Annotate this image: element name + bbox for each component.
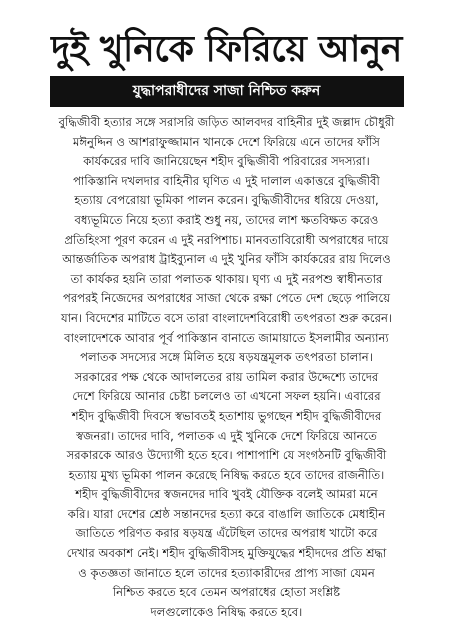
body-line: বুদ্ধিজীবী হত্যার সঙ্গে সরাসরি জড়িত আলবদর বাহিনীর দুই জল্লাদ চৌধুরী — [58, 115, 395, 129]
body-line: যান। বিদেশের মাটিতে বসে তারা বাংলাদেশবিরোধী তৎপরতা শুরু করেন। — [60, 310, 393, 325]
body-line: হত্যায় বেপরোয়া ভূমিকা পালন করেন। বুদ্ধিজীবীদের ধরিয়ে দেওয়া, — [74, 193, 379, 208]
body-line: পাকিস্তানি দখলদার বাহিনীর ঘৃণিত এ দুই দালাল একাত্তরে বুদ্ধিজীবী — [73, 173, 380, 188]
body-line: বধ্যভূমিতে নিয়ে হত্যা করাই শুধু নয়, তাদের লাশ ক্ষতবিক্ষত করেও — [74, 212, 379, 227]
body-line: পলাতক সদস্যের সঙ্গে মিলিত হয়ে ষড়যন্ত্রমূলক তৎপরতা চালান। — [80, 350, 373, 365]
body-line: প্রতিহিংসা পূরণ করেন এ দুই নরপিশাচ। মানবতাবিরোধী অপরাধের দায়ে — [64, 232, 389, 247]
body-line: দেখার অবকাশ নেই। শহীদ বুদ্ধিজীবীসহ মুক্তিযুদ্ধের শহীদদের প্রতি শ্রদ্ধা — [66, 546, 387, 561]
body-line: দেশে ফিরিয়ে আনার চেষ্টা চললেও তা এখনো সফল হয়নি। এবারের — [72, 389, 381, 404]
body-line: স্বজনরা। তাদের দাবি, পলাতক এ দুই খুনিকে দেশে ফিরিয়ে আনতে — [76, 428, 377, 443]
body-line: পরপরই নিজেদের অপরাধের সাজা থেকে রক্ষা পেতে দেশ ছেড়ে পালিয়ে — [62, 291, 391, 306]
editorial-body — [10, 113, 443, 622]
body-line: সরকারের পক্ষ থেকে আদালতের রায় তামিল করার উদ্দেশ্যে তাদের — [74, 369, 379, 384]
body-line: তা কার্যকর হয়নি তারা পলাতক থাকায়। ঘৃণ্য এ দুই নরপশু স্বাধীনতার — [70, 271, 383, 286]
body-line: আন্তর্জাতিক অপরাধ ট্রাইব্যুনাল এ দুই খুনির ফাঁসি কার্যকরের রায় দিলেও — [62, 252, 391, 267]
body-line: শহীদ বুদ্ধিজীবীদের স্বজনদের দাবি খুবই যৌক্তিক বলেই আমরা মনে — [75, 487, 378, 502]
body-line: মঈনুদ্দিন ও আশরাফুজ্জামান খানকে দেশে ফিরিয়ে এনে তাদের ফাঁসি — [73, 134, 380, 149]
body-line: বাংলাদেশকে আবার পূর্ব পাকিস্তান বানাতে জামায়াতে ইসলামীর অন্যান্য — [64, 330, 389, 345]
body-line: কার্যকরের দাবি জানিয়েছেন শহীদ বুদ্ধিজীবী পরিবারের সদস্যরা। — [83, 154, 370, 169]
subheadline-banner: যুদ্ধাপরাধীদের সাজা নিশ্চিত করুন — [50, 76, 404, 107]
body-line: জাতিতে পরিণত করার ষড়যন্ত্র এঁটেছিল তাদের অপরাধ খাটো করে — [75, 526, 378, 541]
body-line: করি। যারা দেশের শ্রেষ্ঠ সন্তানদের হত্যা করে বাঙালি জাতিকে মেধাহীন — [67, 506, 386, 521]
body-line: ও কৃতজ্ঞতা জানাতে হলে তাদের হত্যাকারীদের প্রাপ্য সাজা যেমন — [78, 565, 375, 580]
body-line: হত্যায় মুখ্য ভূমিকা পালন করেছে নিষিদ্ধ করতে হবে তাদের রাজনীতি। — [68, 467, 385, 482]
headline: দুই খুনিকে ফিরিয়ে আনুন — [51, 29, 402, 70]
body-line: শহীদ বুদ্ধিজীবী দিবসে স্বভাবতই হতাশায় ভুগছেন শহীদ বুদ্ধিজীবীদের — [71, 408, 382, 423]
body-line: সরকারকে আরও উদ্যোগী হতে হবে। পাশাপাশি যে সংগঠনটি বুদ্ধিজীবী — [66, 448, 387, 463]
body-line: নিশ্চিত করতে হবে তেমন অপরাধের হোতা সংশ্লিষ্ট — [112, 585, 341, 600]
body-line: দলগুলোকেও নিষিদ্ধ করতে হবে। — [150, 604, 303, 619]
